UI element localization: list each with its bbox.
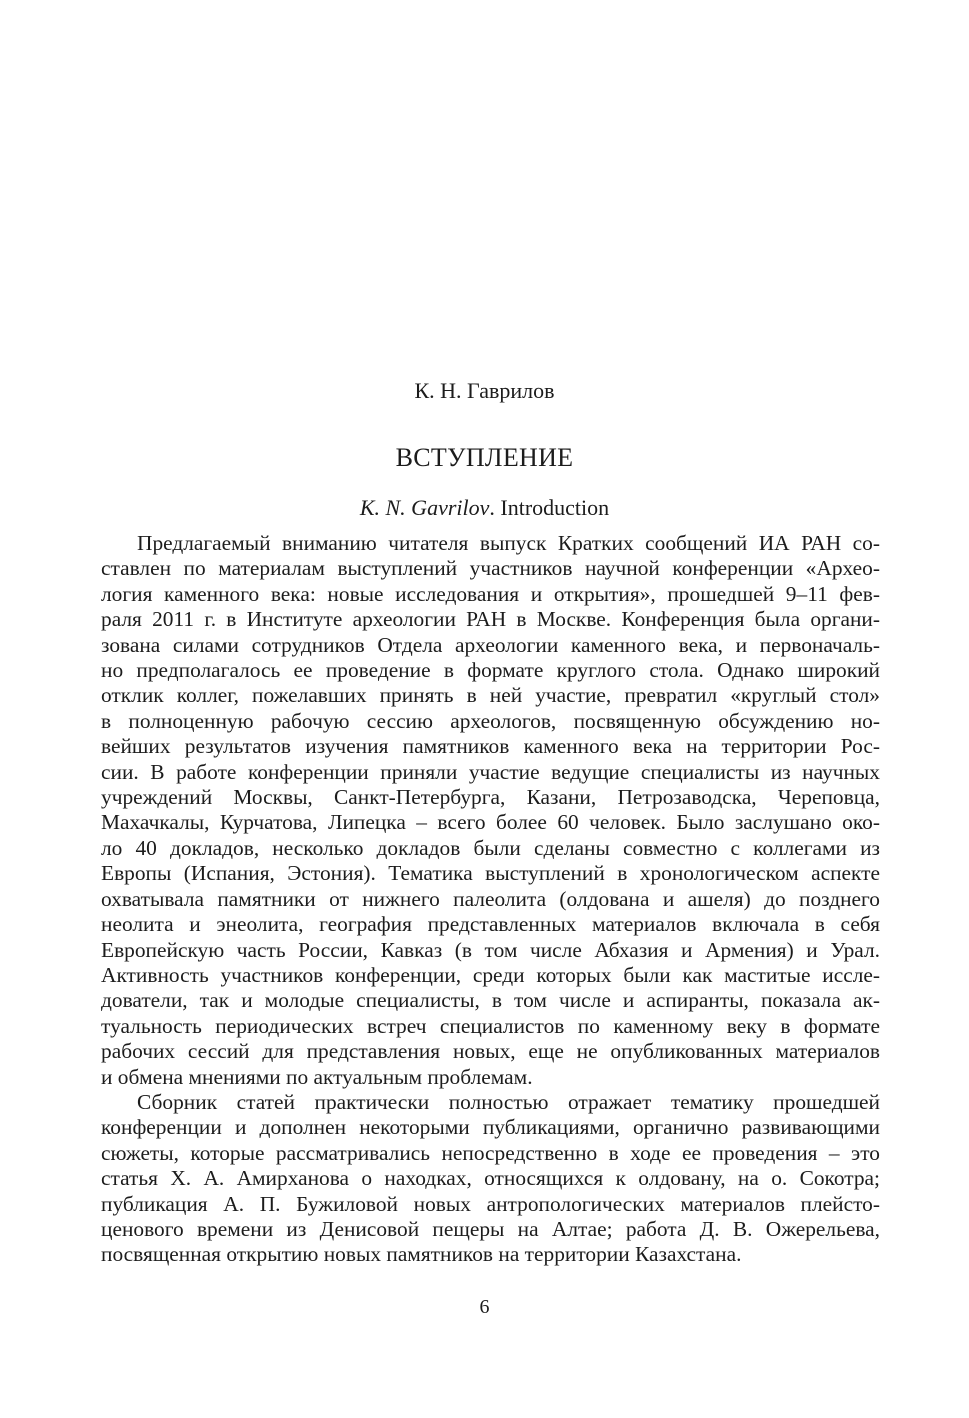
text-line: учреждений Москвы, Санкт-Петербурга, Казани, Петрозаводска, Череповца,: [101, 785, 880, 810]
text-line: статья Х. А. Амирханова о находках, относящихся к олдовану, на о. Сокотра;: [101, 1166, 880, 1191]
text-line: Европы (Испания, Эстония). Тематика выступлений в хронологическом аспекте: [101, 861, 880, 886]
text-line: ценового времени из Денисовой пещеры на Алтае; работа Д. В. Ожерельева,: [101, 1216, 880, 1241]
text-line: отклик коллег, пожелавших принять в ней участие, превратил «круглый стол»: [101, 683, 880, 708]
text-line: публикация А. П. Бужиловой новых антропологических материалов плейсто-: [101, 1191, 880, 1216]
author-name: К. Н. Гаврилов: [414, 378, 555, 403]
text-line: сии. В работе конференции приняли участие ведущие специалисты из научных: [101, 759, 880, 784]
paragraph: [101, 1090, 880, 1268]
english-author: K. N. Gavrilov: [359, 495, 490, 520]
text-line: и обмена мнениями по актуальным проблемам.: [101, 1064, 533, 1089]
text-line: логия каменного века: новые исследования и открытия», прошедшей 9–11 фев-: [101, 581, 880, 606]
text-line: Сборник статей практически полностью отражает тематику прошедшей: [137, 1089, 880, 1114]
english-title: . Introduction: [489, 495, 610, 520]
english-subtitle: [0, 495, 969, 521]
text-line: но предполагалось ее проведение в формате круглого стола. Однако широкий: [101, 658, 880, 683]
text-line: Предлагаемый вниманию читателя выпуск Кратких сообщений ИА РАН со-: [137, 531, 880, 555]
text-line: ставлен по материалам выступлений участников научной конференции «Архео-: [101, 556, 880, 581]
text-line: зована силами сотрудников Отдела археологии каменного века, и первоначаль-: [101, 632, 880, 657]
paragraph: [101, 531, 880, 1090]
article-title: ВСТУПЛЕНИЕ: [395, 443, 574, 472]
page-number: 6: [479, 1296, 490, 1318]
text-line: ло 40 докладов, несколько докладов были сделаны совместно с коллегами из: [101, 835, 880, 860]
text-line: вейших результатов изучения памятников каменного века на территории Рос-: [101, 734, 880, 759]
text-line: Активность участников конференции, среди которых были как маститые иссле-: [101, 962, 880, 987]
text-line: Махачкалы, Курчатова, Липецка – всего более 60 человек. Было заслушано око-: [101, 810, 880, 835]
text-line: в полноценную рабочую сессию археологов, посвященную обсуждению но-: [101, 708, 880, 733]
text-line: конференции и дополнен некоторыми публикациями, органично развивающими: [101, 1115, 880, 1140]
text-line: неолита и энеолита, география представленных материалов включала в себя: [101, 912, 880, 937]
text-line: рабочих сессий для представления новых, еще не опубликованных материалов: [101, 1039, 880, 1064]
text-line: раля 2011 г. в Институте археологии РАН в Москве. Конференция была органи-: [101, 607, 880, 632]
text-line: туальность периодических встреч специалистов по каменному веку в формате: [101, 1013, 880, 1038]
text-line: сюжеты, которые рассматривались непосредственно в ходе ее проведения – это: [101, 1140, 880, 1165]
text-line: дователи, так и молодые специалисты, в том числе и аспиранты, показала ак-: [101, 988, 880, 1013]
text-line: посвященная открытию новых памятников на территории Казахстана.: [101, 1242, 742, 1267]
text-line: Европейскую часть России, Кавказ (в том числе Абхазия и Армения) и Урал.: [101, 937, 880, 962]
text-line: охватывала памятники от нижнего палеолита (олдована и ашеля) до позднего: [101, 886, 880, 911]
article-body: [101, 531, 880, 1268]
